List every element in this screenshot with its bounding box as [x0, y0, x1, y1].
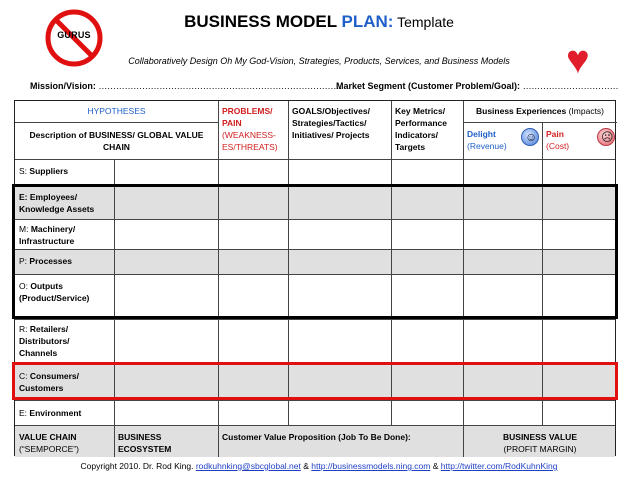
- ning-link[interactable]: http://businessmodels.ning.com: [311, 461, 431, 471]
- footer-copyright: Copyright 2010. Dr. Rod King. rodkuhnking@sbcglobal.net & http://businessmodels.ning.com & http://twitter.com/RodKuhnKing: [80, 461, 558, 471]
- goals-header: GOALS/Objectives/ Strategies/Tactics/ Initiatives/ Projects: [292, 106, 370, 140]
- pain-header: Pain (Cost): [546, 129, 570, 151]
- email-link[interactable]: rodkuhnking@sbcglobal.net: [195, 461, 301, 471]
- logo-text: GURUS: [57, 30, 91, 40]
- row-machinery: M: Machinery/ Infrastructure: [19, 224, 76, 246]
- twitter-link[interactable]: http://twitter.com/RodKuhnKing: [440, 461, 558, 471]
- subtitle: Collaboratively Design Oh My God-Vision, Strategies, Products, Services, and Business Models: [128, 56, 510, 66]
- row-environment: E: Environment: [19, 408, 82, 418]
- heart-icon: ♥: [566, 38, 590, 82]
- smiley-face-icon: ☺: [521, 128, 539, 146]
- mission-value: …………………………………………………………………………: [98, 81, 342, 91]
- row-suppliers: S: Suppliers: [19, 166, 69, 176]
- page-title: BUSINESS MODEL PLAN: Template: [184, 12, 454, 31]
- metrics-header: Key Metrics/ Performance Indicators/ Targets: [395, 106, 447, 152]
- market-label: Market Segment (Customer Problem/Goal):: [336, 81, 521, 91]
- internal-value-chain-frame: [12, 184, 618, 319]
- hypotheses-header: HYPOTHESES: [87, 106, 146, 116]
- mission-row: [30, 81, 620, 91]
- row-processes: P: Processes: [19, 256, 72, 266]
- description-header: Description of BUSINESS/ GLOBAL VALUE CHAIN: [29, 130, 204, 152]
- row-consumers: C: Consumers/ Customers: [19, 371, 79, 393]
- market-value: ……………………………: [522, 81, 619, 91]
- problems-header: PROBLEMS/ PAIN (WEAKNESS-ES/THREATS): [222, 106, 278, 152]
- delight-header: Delight (Revenue): [467, 129, 507, 151]
- ecosystem-cell: BUSINESS ECOSYSTEM: [118, 432, 172, 454]
- row-employees: E: Employees/ Knowledge Assets: [19, 192, 95, 214]
- sad-face-icon: ☹: [597, 128, 615, 146]
- value-chain-cell: VALUE CHAIN (“SEMPORCE”): [19, 432, 79, 454]
- row-outputs: O: Outputs (Product/Service): [19, 281, 90, 303]
- business-value-cell: BUSINESS VALUE (PROFIT MARGIN): [503, 432, 577, 454]
- experiences-header: Business Experiences (Impacts): [475, 106, 605, 116]
- market-segment: [336, 81, 618, 91]
- consumers-highlight-frame: [12, 362, 618, 400]
- value-proposition-cell: Customer Value Proposition (Job To Be Done):: [222, 432, 411, 442]
- mission-label: Mission/Vision:: [30, 81, 96, 91]
- row-retailers: R: Retailers/ Distributors/ Channels: [19, 324, 70, 358]
